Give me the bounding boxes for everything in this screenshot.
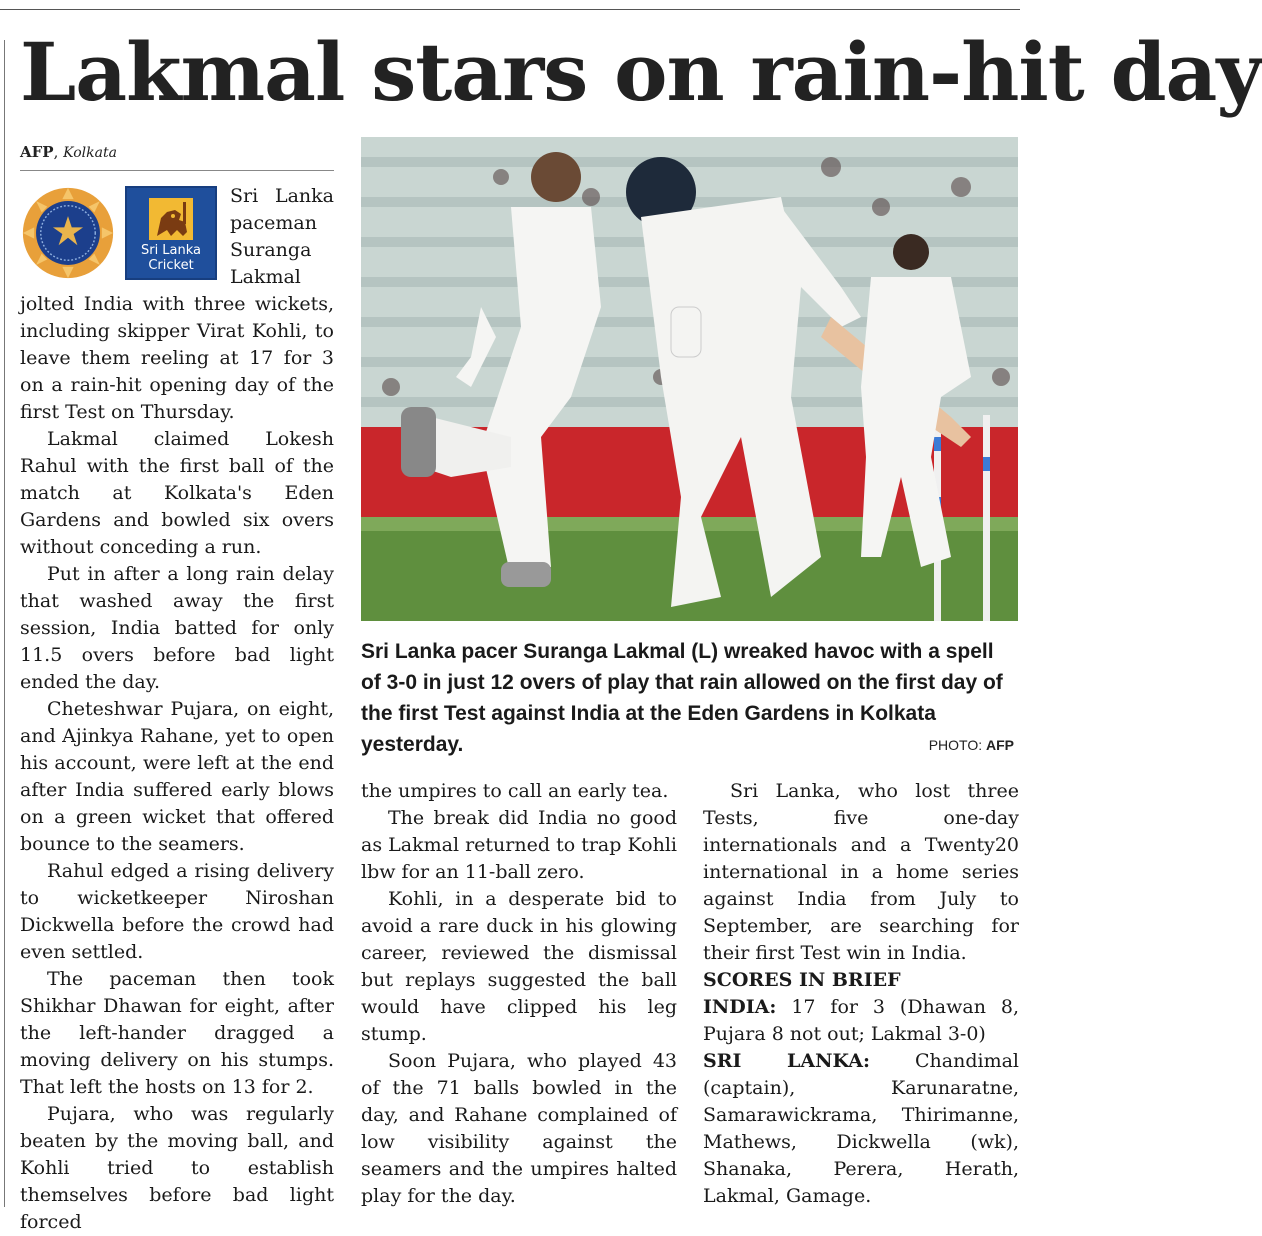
article-paragraph: Lakmal claimed Lokesh Rahul with the first ball of the match at Kolkata's Eden Gardens and bowled six overs without conceding a run. (20, 428, 334, 558)
article-paragraph: Sri Lanka paceman Suranga Lakmal jolted India with three wickets, including skipper Virat Kohli, to leave them reeling at 17 for 3 on a rain-hit opening day of the first Test on Thursday. (20, 185, 334, 423)
article-paragraph: The paceman then took Shikhar Dhawan for eight, after the left-hander dragged a moving delivery on his stumps. That left the hosts on 13 for 2. (20, 968, 334, 1098)
article-column-1 (20, 183, 334, 1236)
scores-srilanka (703, 1048, 1019, 1210)
scores-srilanka-text: Chandimal (captain), Karunaratne, Samarawickrama, Thirimanne, Mathews, Dickwella (wk), Shanaka, Perera, Herath, Lakmal, Gamage. (703, 1050, 1019, 1207)
scores-india-label: INDIA: (703, 996, 777, 1018)
photo-credit (929, 737, 1014, 753)
match-photo (361, 137, 1018, 621)
slc-line2: Cricket (148, 258, 194, 273)
article-paragraph: Kohli, in a desperate bid to avoid a rare duck in his glowing career, reviewed the dismissal but replays suggested the ball would have clipped his leg stump. (361, 888, 677, 1045)
scores-india (703, 994, 1019, 1048)
article-paragraph: Rahul edged a rising delivery to wicketkeeper Niroshan Dickwella before the crowd had even settled. (20, 860, 334, 963)
article-paragraph: the umpires to call an early tea. (361, 780, 669, 802)
photo-credit-source: AFP (986, 737, 1014, 753)
article-paragraph: Put in after a long rain delay that washed away the first session, India batted for only 11.5 overs before bad light ended the day. (20, 563, 334, 693)
article-column-3 (703, 778, 1019, 1210)
article-paragraph: Cheteshwar Pujara, on eight, and Ajinkya Rahane, yet to open his account, were left at the end after India suffered early blows on a green wicket that offered bounce to the seamers. (20, 698, 334, 855)
scores-srilanka-label: SRI LANKA: (703, 1050, 870, 1072)
photo-credit-label: PHOTO: (928, 737, 983, 753)
article-paragraph: Pujara, who was regularly beaten by the moving ball, and Kohli tried to establish themselves before bad light forced (20, 1103, 334, 1233)
top-rule (0, 9, 1020, 10)
article-paragraph: Soon Pujara, who played 43 of the 71 balls bowled in the day, and Rahane complained of low visibility against the seamers and the umpires halted play for the day. (361, 1050, 677, 1207)
left-column-rule (4, 40, 5, 1207)
article-paragraph: The break did India no good as Lakmal returned to trap Kohli lbw for an 11-ball zero. (361, 807, 677, 883)
byline-agency: AFP (20, 143, 54, 161)
headline: Lakmal stars on rain-hit day (20, 25, 1262, 119)
byline: AFP, Kolkata (20, 143, 117, 161)
article-column-2 (361, 778, 677, 1210)
slc-line1: Sri Lanka (140, 243, 202, 258)
photo-caption: Sri Lanka pacer Suranga Lakmal (L) wreaked havoc with a spell of 3-0 in just 12 overs of play that rain allowed on the first day of the first Test against India at the Eden Gardens in Kolkata yesterday. (361, 640, 1003, 756)
scores-heading: SCORES IN BRIEF (703, 969, 901, 991)
byline-place: Kolkata (63, 145, 117, 161)
article-paragraph: Sri Lanka, who lost three Tests, five one-day internationals and a Twenty20 international in a home series against India from July to September, are searching for their first Test win in India. (703, 780, 1019, 964)
scores-india-text: 17 for 3 (Dhawan 8, Pujara 8 not out; Lakmal 3-0) (703, 996, 1019, 1045)
byline-rule (20, 170, 334, 171)
